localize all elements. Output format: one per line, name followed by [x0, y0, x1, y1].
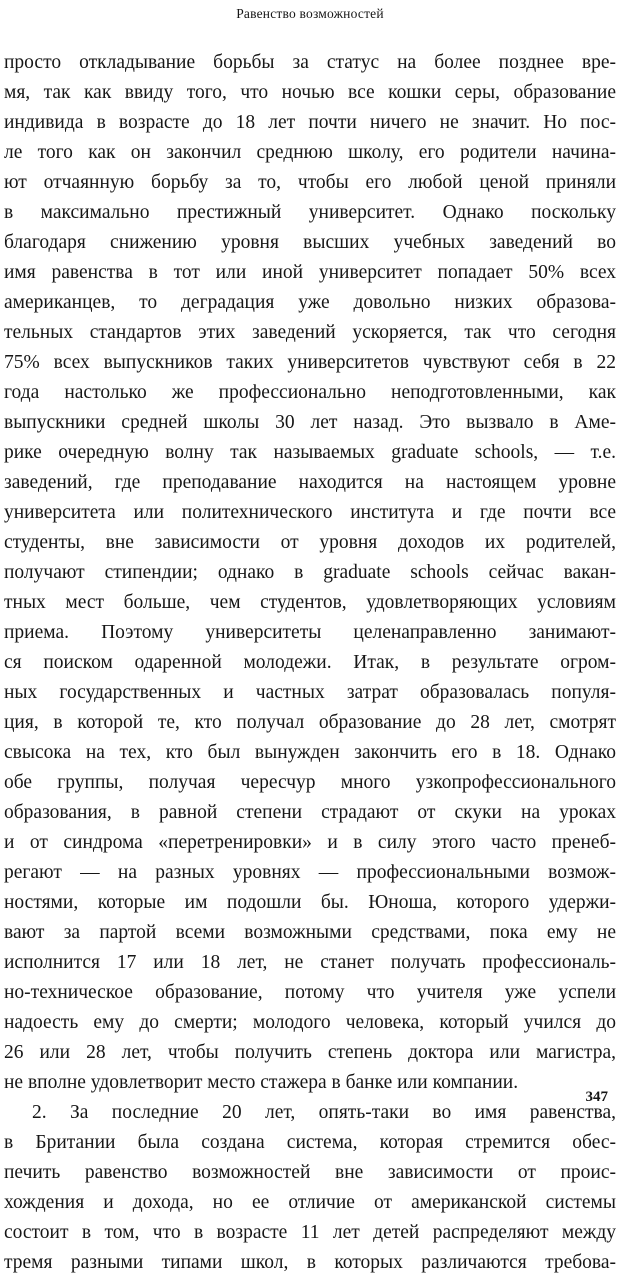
text-line: 2. За последние 20 лет, опять-таки во имя равенства,	[32, 1102, 616, 1123]
text-line: тельных стандартов этих заведений ускоряется, так что сегодня	[4, 322, 616, 343]
text-line: ностями, которые им подошли бы. Юноша, которого удержи-	[4, 892, 616, 913]
text-line: приема. Поэтому университеты целенаправленно занимают-	[4, 622, 616, 643]
text-line: в максимально престижный университет. Однако поскольку	[4, 202, 616, 223]
text-line: ных государственных и частных затрат образовалась популя-	[4, 682, 616, 703]
text-line: тремя разными типами школ, в которых различаются требова-	[4, 1252, 616, 1273]
text-line: в Британии была создана система, которая стремится обес-	[4, 1132, 616, 1153]
text-line: университета или политехнического института и где почти все	[4, 502, 616, 523]
text-line: хождения и дохода, но ее отличие от американской системы	[4, 1192, 616, 1213]
text-line: обе группы, получая чересчур много узкопрофессионального	[4, 772, 616, 793]
page-number: 347	[585, 1089, 608, 1105]
text-line: года настолько же профессионально неподготовленными, как	[4, 382, 616, 403]
text-line: надоесть ему до смерти; молодого человека, который учился до	[4, 1012, 616, 1033]
text-line: свысока на тех, кто был вынужден закончить его в 18. Однако	[4, 742, 616, 763]
running-head: Равенство возможностей	[236, 6, 384, 21]
text-line: состоит в том, что в возрасте 11 лет детей распределяют между	[4, 1222, 616, 1243]
text-line: образования, в равной степени страдают от скуки на уроках	[4, 802, 616, 823]
text-line: ция, в которой те, кто получал образование до 28 лет, смотрят	[4, 712, 616, 733]
text-line: ся поиском одаренной молодежи. Итак, в результате огром-	[4, 652, 616, 673]
text-line: и от синдрома «перетренировки» и в силу этого часто пренеб-	[4, 832, 616, 853]
text-line: но-техническое образование, потому что учителя уже успели	[4, 982, 616, 1003]
text-line: не вполне удовлетворит место стажера в банке или компании.	[4, 1072, 519, 1093]
text-line: американцев, то деградация уже довольно низких образова-	[4, 292, 616, 313]
text-line: мя, так как ввиду того, что ночью все кошки серы, образование	[4, 82, 616, 103]
text-line: исполнится 17 или 18 лет, не станет получать профессиональ-	[4, 952, 616, 973]
text-line: просто откладывание борьбы за статус на более позднее вре-	[4, 52, 616, 73]
text-line: благодаря снижению уровня высших учебных заведений во	[4, 232, 616, 253]
text-line: вают за партой всеми возможными средствами, пока ему не	[4, 922, 616, 943]
text-line: заведений, где преподавание находится на настоящем уровне	[4, 472, 616, 493]
text-line: тных мест больше, чем студентов, удовлетворяющих условиям	[4, 592, 616, 613]
text-line: получают стипендии; однако в graduate schools сейчас вакан-	[4, 562, 616, 583]
text-line: ле того как он закончил среднюю школу, его родители начина-	[4, 142, 616, 163]
text-line: ют отчаянную борьбу за то, чтобы его любой ценой приняли	[4, 172, 616, 193]
body-text	[4, 48, 616, 1278]
text-line: рике очередную волну так называемых graduate schools, — т.е.	[4, 442, 616, 463]
text-line: индивида в возрасте до 18 лет почти ничего не значит. Но пос-	[4, 112, 616, 133]
text-line: 26 или 28 лет, чтобы получить степень доктора или магистра,	[4, 1042, 616, 1063]
text-line: выпускники средней школы 30 лет назад. Это вызвало в Аме-	[4, 412, 616, 433]
text-line: студенты, вне зависимости от уровня доходов их родителей,	[4, 532, 616, 553]
text-line: регают — на разных уровнях — профессиональными возмож-	[4, 862, 616, 883]
text-line: 75% всех выпускников таких университетов чувствуют себя в 22	[4, 352, 616, 373]
text-line: печить равенство возможностей вне зависимости от проис-	[4, 1162, 616, 1183]
text-line: имя равенства в тот или иной университет попадает 50% всех	[4, 262, 616, 283]
